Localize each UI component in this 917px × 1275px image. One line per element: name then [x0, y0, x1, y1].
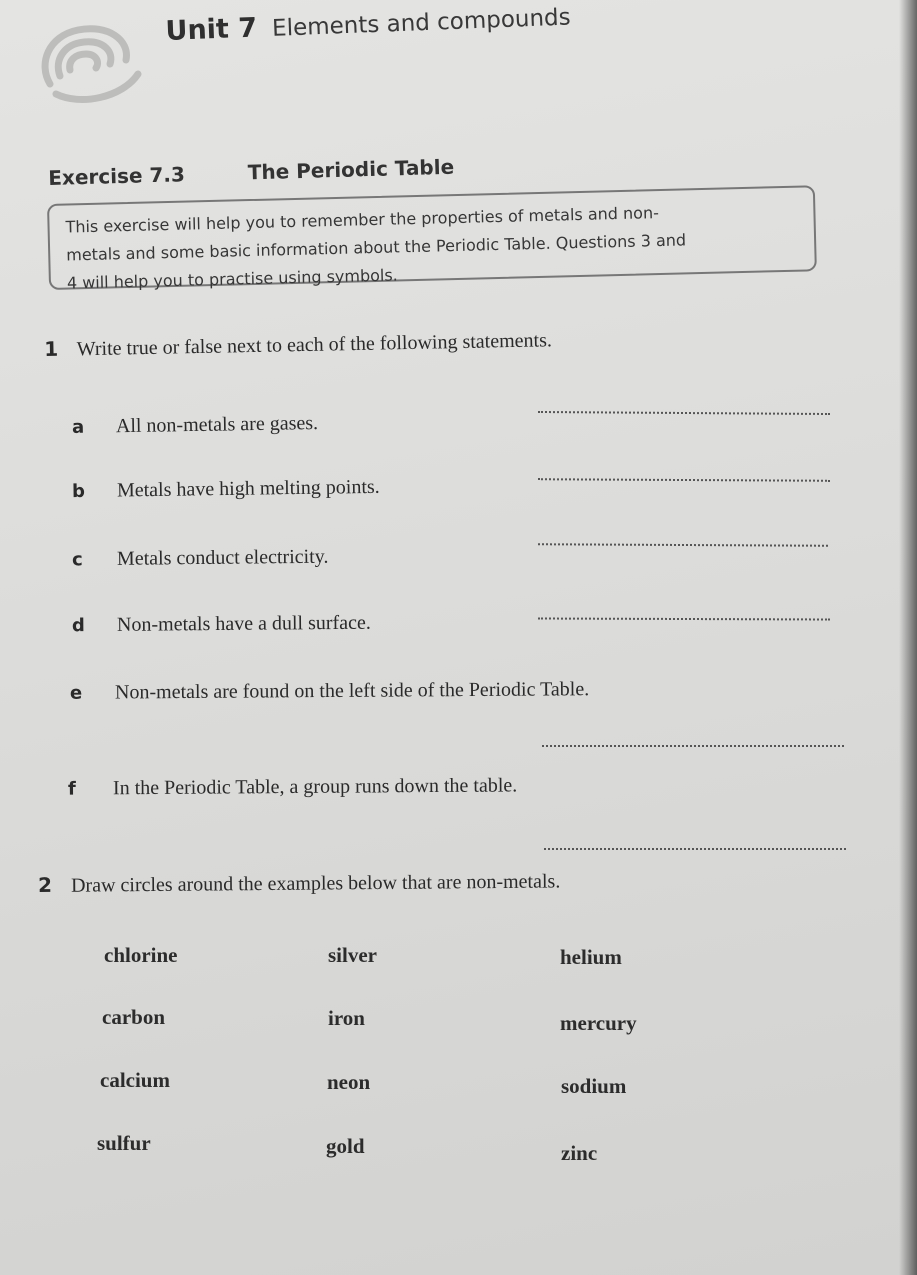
statement-item: [72, 546, 329, 572]
statement-item: [68, 774, 517, 800]
answer-line-a[interactable]: [538, 411, 830, 415]
statement-text: Non-metals have a dull surface.: [116, 611, 371, 636]
element-word[interactable]: helium: [560, 945, 622, 969]
question-text: Write true or false next to each of the following statements.: [76, 329, 553, 361]
answer-line-b[interactable]: [538, 478, 830, 482]
statement-item: [72, 612, 371, 638]
statement-text: Non-metals are found on the left side of the Periodic Table.: [114, 678, 590, 704]
element-word[interactable]: chlorine: [104, 943, 178, 967]
exercise-title: The Periodic Table: [247, 154, 455, 185]
exercise-intro-box: [47, 185, 817, 293]
element-word[interactable]: carbon: [102, 1005, 165, 1029]
answer-line-c[interactable]: [538, 543, 828, 547]
statement-item: [72, 476, 380, 503]
statement-text: Metals conduct electricity.: [116, 545, 329, 570]
answer-line-f[interactable]: [544, 848, 846, 850]
exercise-header: [48, 155, 454, 190]
element-word[interactable]: gold: [326, 1134, 365, 1158]
intro-line: This exercise will help you to remember the properties of metals and non-: [65, 203, 660, 237]
question-text: Draw circles around the examples below that are non-metals.: [70, 870, 561, 897]
statement-text: All non-metals are gases.: [115, 412, 319, 438]
statement-letter: d: [71, 615, 85, 637]
question-number: 1: [44, 336, 59, 361]
exercise-number: Exercise 7.3: [48, 162, 186, 190]
statement-item: [72, 412, 318, 439]
question-2: [38, 868, 560, 898]
element-word[interactable]: calcium: [100, 1068, 170, 1092]
element-word[interactable]: neon: [327, 1070, 371, 1094]
element-word[interactable]: mercury: [560, 1011, 637, 1035]
element-word[interactable]: sulfur: [97, 1131, 151, 1155]
page-edge-shadow: [899, 0, 917, 1275]
statement-letter: e: [69, 682, 83, 704]
question-number: 2: [38, 872, 53, 897]
statement-letter: c: [71, 549, 83, 571]
element-word[interactable]: zinc: [561, 1141, 598, 1165]
intro-line: metals and some basic information about the Periodic Table. Questions 3 and: [66, 230, 687, 265]
element-word[interactable]: silver: [328, 943, 377, 967]
question-1: [44, 327, 552, 362]
intro-line: 4 will help you to practise using symbols.: [66, 265, 398, 293]
statement-text: In the Periodic Table, a group runs down the table.: [112, 774, 518, 800]
unit-number: Unit 7: [165, 12, 258, 47]
statement-letter: f: [67, 778, 76, 800]
statement-letter: a: [71, 416, 85, 438]
unit-header: [165, 0, 571, 47]
element-word[interactable]: sodium: [561, 1074, 627, 1098]
statement-letter: b: [71, 480, 86, 503]
statement-text: Metals have high melting points.: [116, 475, 380, 502]
answer-line-d[interactable]: [538, 617, 830, 620]
unit-logo-icon: [30, 14, 150, 104]
unit-title: Elements and compounds: [271, 4, 572, 42]
element-word[interactable]: iron: [328, 1006, 365, 1030]
answer-line-e[interactable]: [542, 745, 844, 747]
statement-item: [70, 678, 589, 705]
